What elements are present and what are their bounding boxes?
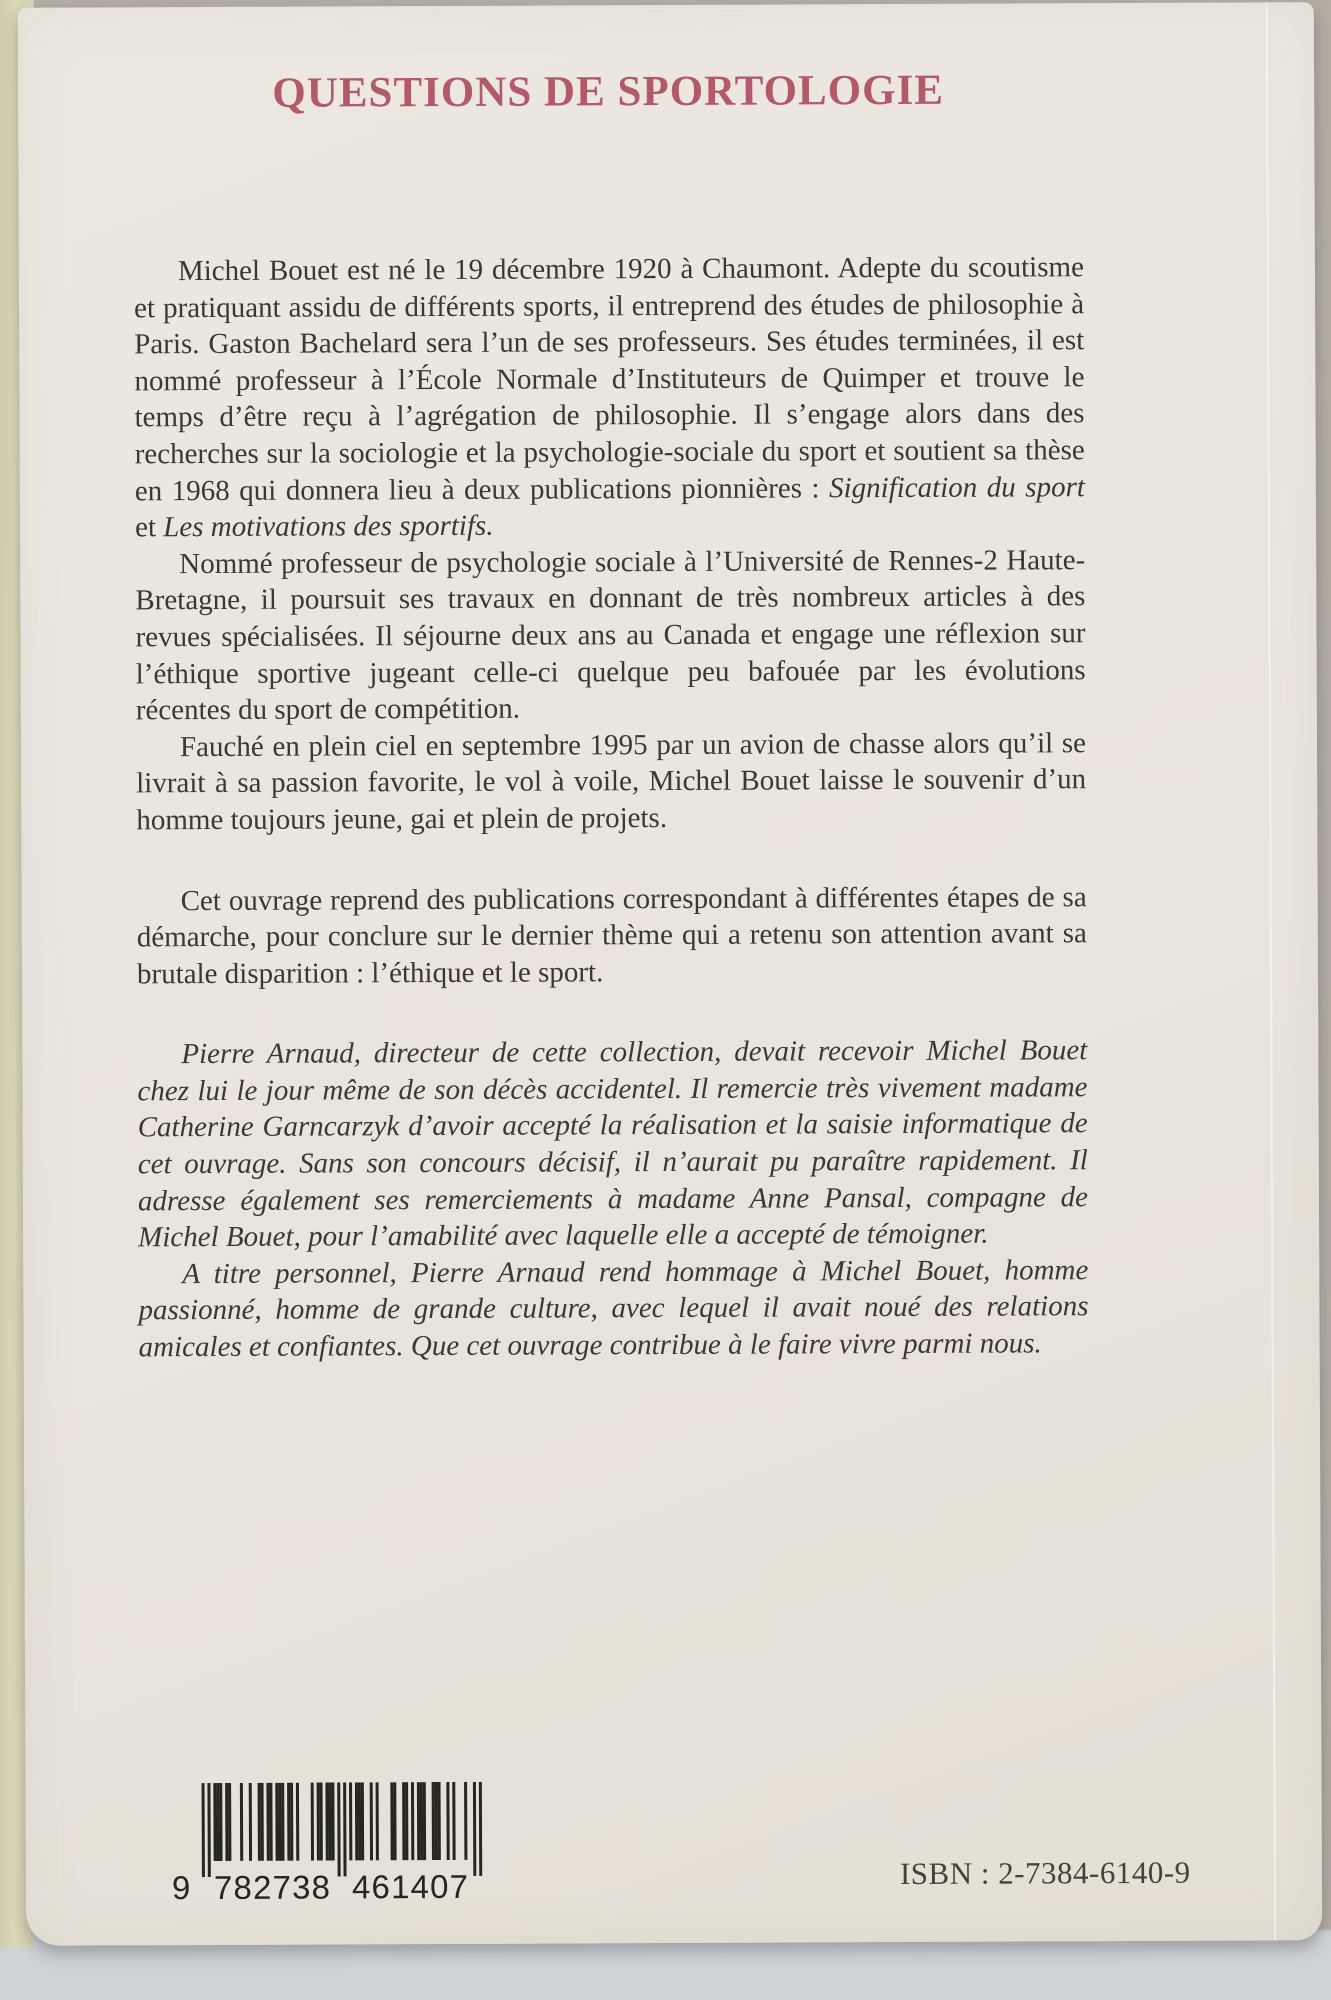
paragraph-bio-early-life: Michel Bouet est né le 19 décembre 1920 à Chaumont. Adepte du scoutisme et pratiquant assidu de différents sports, il entreprend des études de philosophie à Paris. Gaston Bachelard sera l’un de ses professeurs. Ses études terminées, il est nommé professeur à l’École Normale d’Instituteurs de Quimper et trouve le temps d’être reçu à l’agrégation de philosophie. Il s’engage alors dans des recherches sur la sociologie et la psychologie-sociale du sport et soutient sa thèse en 1968 qui donnera lieu à deux publications pionnières : Signification du sport et Les motivations des sportifs. — [134, 251, 1085, 544]
barcode-digits-right-group: 461407 — [351, 1867, 469, 1906]
back-cover-text-column — [133, 3, 1089, 1364]
barcode-digit-leading: 9 — [171, 1869, 191, 1906]
bio-paragraphs — [134, 249, 1089, 1366]
back-cover — [18, 2, 1322, 1946]
paragraph-book-summary: Cet ouvrage reprend des publications correspondant à différentes étapes de sa démarche, pour conclure sur le dernier thème qui a retenu son attention avant sa brutale disparition : l’éthique et le sport. — [136, 880, 1087, 991]
paragraph-bio-death: Fauché en plein ciel en septembre 1995 par un avion de chasse alors qu’il se livrait à sa passion favorite, le vol à voile, Michel Bouet laisse le souvenir d’un homme toujours jeune, gai et plein de projets. — [136, 726, 1087, 837]
paragraph-editor-homage: A titre personnel, Pierre Arnaud rend hommage à Michel Bouet, homme passionné, homme de grande culture, avec lequel il avait noué des relations amicales et confiantes. Que cet ouvrage contribue à le faire vivre parmi nous. — [138, 1254, 1089, 1364]
page-title: QUESTIONS DE SPORTOLOGIE — [272, 66, 945, 117]
paragraph-editor-acknowledgements: Pierre Arnaud, directeur de cette collection, devait recevoir Michel Bouet chez lui le jour même de son décès accidentel. Il remercie très vivement madame Catherine Garncarzyk d’avoir accepté la réalisation et la saisie informatique de cet ouvrage. Sans son concours décisif, il n’aurait pu paraître rapidement. Il adresse également ses remerciements à madame Anne Pansal, compagne de Michel Bouet, pour l’amabilité avec laquelle elle a accepté de témoigner. — [137, 1034, 1089, 1254]
ean13-barcode-graphic — [166, 1782, 489, 1905]
cover-crease-line — [1266, 2, 1276, 1940]
barcode-digits-left-group: 782738 — [213, 1868, 331, 1906]
paragraph-bio-career: Nommé professeur de psychologie sociale à l’Université de Rennes-2 Haute-Bretagne, il poursuit ses travaux en donnant de très nombreux articles à des revues spécialisées. Il séjourne deux ans au Canada et engage une réflexion sur l’éthique sportive jugeant celle-ci quelque peu bafouée par les évolutions récentes du sport de compétition. — [135, 543, 1086, 727]
ean13-barcode — [166, 1782, 489, 1905]
isbn-label: ISBN : 2-7384-6140-9 — [899, 1854, 1191, 1892]
